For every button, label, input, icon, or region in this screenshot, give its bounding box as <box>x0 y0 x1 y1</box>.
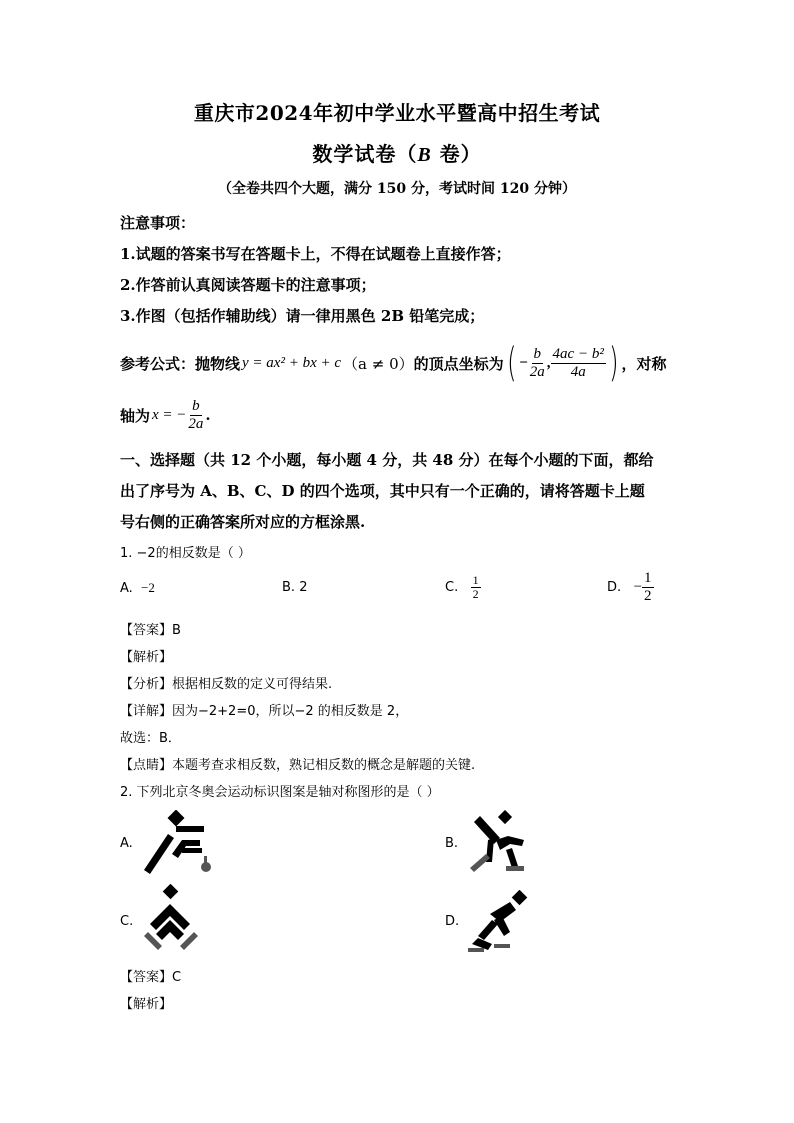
q2-option-d-label: D. <box>445 914 460 929</box>
q1-option-a: A. −2 <box>120 580 155 596</box>
section1-line2: 出了序号为 A、B、C、D 的四个选项，其中只有一个正确的，请将答题卡上题 <box>120 482 645 500</box>
notes-heading: 注意事项： <box>120 214 196 232</box>
q1-tip: 【点睛】本题考查求相反数，熟记相反数的概念是解题的关键. <box>120 758 476 773</box>
q2-analysis-heading: 【解析】 <box>120 997 173 1012</box>
section1-line1: 一、选择题（共 12 个小题，每小题 4 分，共 48 分）在每个小题的下面，都给 <box>120 451 654 469</box>
note-item-1: 1.试题的答案书写在答题卡上，不得在试题卷上直接作答； <box>120 245 511 263</box>
exam-subtitle: 数学试卷（B 卷） <box>312 142 482 166</box>
q2-option-c-label: C. <box>120 914 134 929</box>
speed-skating-pictogram-icon <box>464 890 534 954</box>
q1-answer: 【答案】B <box>120 623 181 638</box>
section1-line3: 号右侧的正确答案所对应的方框涂黑. <box>120 513 366 531</box>
exam-info: （全卷共四个大题，满分 150 分，考试时间 120 分钟） <box>218 181 576 197</box>
axis-formula: 轴为 x = − $\frac{b}{2a}$ . <box>120 398 211 432</box>
q1-choose: 故选：B． <box>120 731 181 746</box>
q1-option-d: D. − $\frac{1}{2}$ <box>607 570 652 604</box>
curling-pictogram-icon <box>142 810 216 876</box>
q1-detail: 【详解】因为−2+2=0，所以−2 的相反数是 2， <box>120 704 409 719</box>
note-item-3: 3.作图（包括作辅助线）请一律用黑色 2B 铅笔完成； <box>120 307 485 325</box>
skiing-pictogram-icon <box>466 810 530 876</box>
q1-stem: 1. −2的相反数是（ ） <box>120 546 251 561</box>
q2-stem: 2. 下列北京冬奥会运动标识图案是轴对称图形的是（ ） <box>120 785 440 800</box>
reference-formula: 参考公式：抛物线 y = ax² + bx + c （a ≠ 0） 的顶点坐标为 ( − $\frac{b}{2a}$ , $\frac{\text{4ac − b²}}{4a}$ ) ，对称 <box>120 340 667 386</box>
q2-answer: 【答案】C <box>120 970 182 985</box>
q2-option-a-label: A. <box>120 836 133 851</box>
q1-option-b: B. 2 <box>282 580 308 595</box>
exam-title: 重庆市2024年初中学业水平暨高中招生考试 <box>193 101 601 125</box>
figure-skating-pictogram-icon <box>140 884 202 954</box>
q2-option-b-label: B. <box>445 836 459 851</box>
note-item-2: 2.作答前认真阅读答题卡的注意事项； <box>120 276 376 294</box>
q1-analysis-heading: 【解析】 <box>120 650 173 665</box>
q1-option-c: C. $\frac{1}{2}$ <box>445 573 479 602</box>
q1-analysis: 【分析】根据相反数的定义可得结果. <box>120 677 333 692</box>
